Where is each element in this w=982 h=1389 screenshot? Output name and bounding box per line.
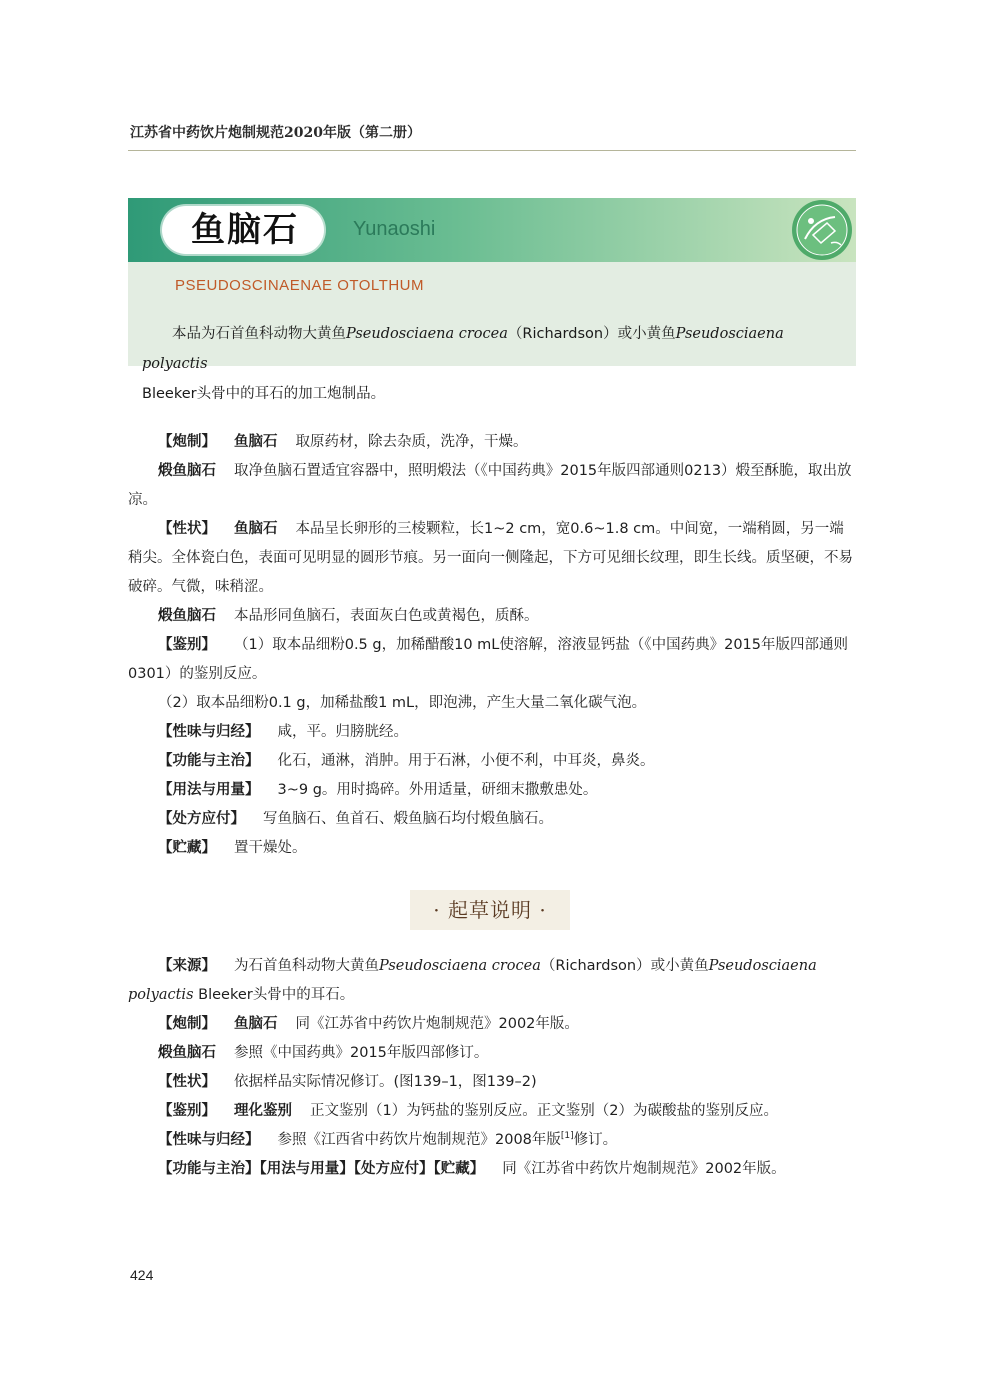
header-divider bbox=[128, 150, 856, 151]
note-other: 【功能与主治】【用法与用量】【处方应付】【贮藏】 同《江苏省中药饮片炮制规范》2002年版。 bbox=[158, 1161, 786, 1177]
page-number: 424 bbox=[130, 1267, 154, 1283]
monograph-banner bbox=[128, 198, 856, 402]
note-paozhi-duan: 煅鱼脑石 参照《中国药典》2015年版四部修订。 bbox=[158, 1045, 489, 1061]
note-laiyuan: 【来源】 为石首鱼科动物大黄鱼Pseudosciaena crocea（Richardson）或小黄鱼Pseudosciaena polyactis Bleeker头骨中的耳石。 bbox=[128, 958, 817, 1003]
running-header: 江苏省中药饮片炮制规范2020年版（第二册） bbox=[130, 125, 421, 141]
latin-name: PSEUDOSCINAENAE OTOLTHUM bbox=[175, 277, 424, 294]
note-xingzhuang: 【性状】 依据样品实际情况修订。(图139–1，图139–2) bbox=[158, 1074, 537, 1090]
herb-emblem-icon bbox=[791, 199, 853, 261]
section-gongneng: 【功能与主治】 化石，通淋，消肿。用于石淋，小便不利，中耳炎，鼻炎。 bbox=[158, 753, 655, 769]
monograph-intro: 本品为石首鱼科动物大黄鱼Pseudosciaena crocea（Richardson）或小黄鱼Pseudosciaena polyactis Bleeker头骨中的耳石的加工炮制品。 bbox=[142, 325, 784, 402]
note-jianbie: 【鉴别】 理化鉴别 正文鉴别（1）为钙盐的鉴别反应。正文鉴别（2）为碳酸盐的鉴别反应。 bbox=[158, 1103, 778, 1119]
section-jianbie: 【鉴别】 （1）取本品细粉0.5 g，加稀醋酸10 mL使溶解，溶液显钙盐（《中国药典》2015年版四部通则0301）的鉴别反应。 bbox=[128, 637, 849, 682]
section-chufang: 【处方应付】 写鱼脑石、鱼首石、煅鱼脑石均付煅鱼脑石。 bbox=[158, 811, 553, 827]
section-zhucang: 【贮藏】 置干燥处。 bbox=[158, 840, 307, 856]
section-paozhi: 【炮制】 鱼脑石 取原药材，除去杂质，洗净，干燥。 bbox=[158, 434, 528, 450]
note-xingwei: 【性味与归经】 参照《江西省中药饮片炮制规范》2008年版[1]修订。 bbox=[158, 1131, 618, 1148]
section-xingzhuang: 【性状】 鱼脑石 本品呈长卵形的三棱颗粒，长1~2 cm，宽0.6~1.8 cm。中间宽，一端稍圆，另一端稍尖。全体瓷白色，表面可见明显的圆形节痕。另一面向一侧隆起，下方可见细长纹理，即生长线。质坚硬，不易破碎。气微，味稍涩。 bbox=[128, 521, 853, 595]
monograph-body bbox=[128, 428, 856, 863]
section-paozhi-duan: 煅鱼脑石 取净鱼脑石置适宜容器中，照明煅法（《中国药典》2015年版四部通则0213）煅至酥脆，取出放凉。 bbox=[128, 463, 852, 508]
section-xingzhuang-duan: 煅鱼脑石 本品形同鱼脑石，表面灰白色或黄褐色，质酥。 bbox=[158, 608, 539, 624]
drafting-notes bbox=[128, 952, 856, 1184]
drafting-title: · 起草说明 · bbox=[410, 890, 570, 930]
citation-ref: [1] bbox=[560, 1131, 574, 1142]
note-paozhi: 【炮制】 鱼脑石 同《江苏省中药饮片炮制规范》2002年版。 bbox=[158, 1016, 579, 1032]
monograph-pinyin: Yunaoshi bbox=[353, 218, 436, 240]
section-yongfa: 【用法与用量】 3~9 g。用时捣碎。外用适量，研细末撒敷患处。 bbox=[158, 782, 598, 798]
monograph-title: 鱼脑石 bbox=[191, 210, 299, 250]
section-xingwei: 【性味与归经】 咸，平。归膀胱经。 bbox=[158, 724, 408, 740]
section-jianbie-2: （2）取本品细粉0.1 g，加稀盐酸1 mL，即泡沸，产生大量二氧化碳气泡。 bbox=[158, 695, 647, 711]
